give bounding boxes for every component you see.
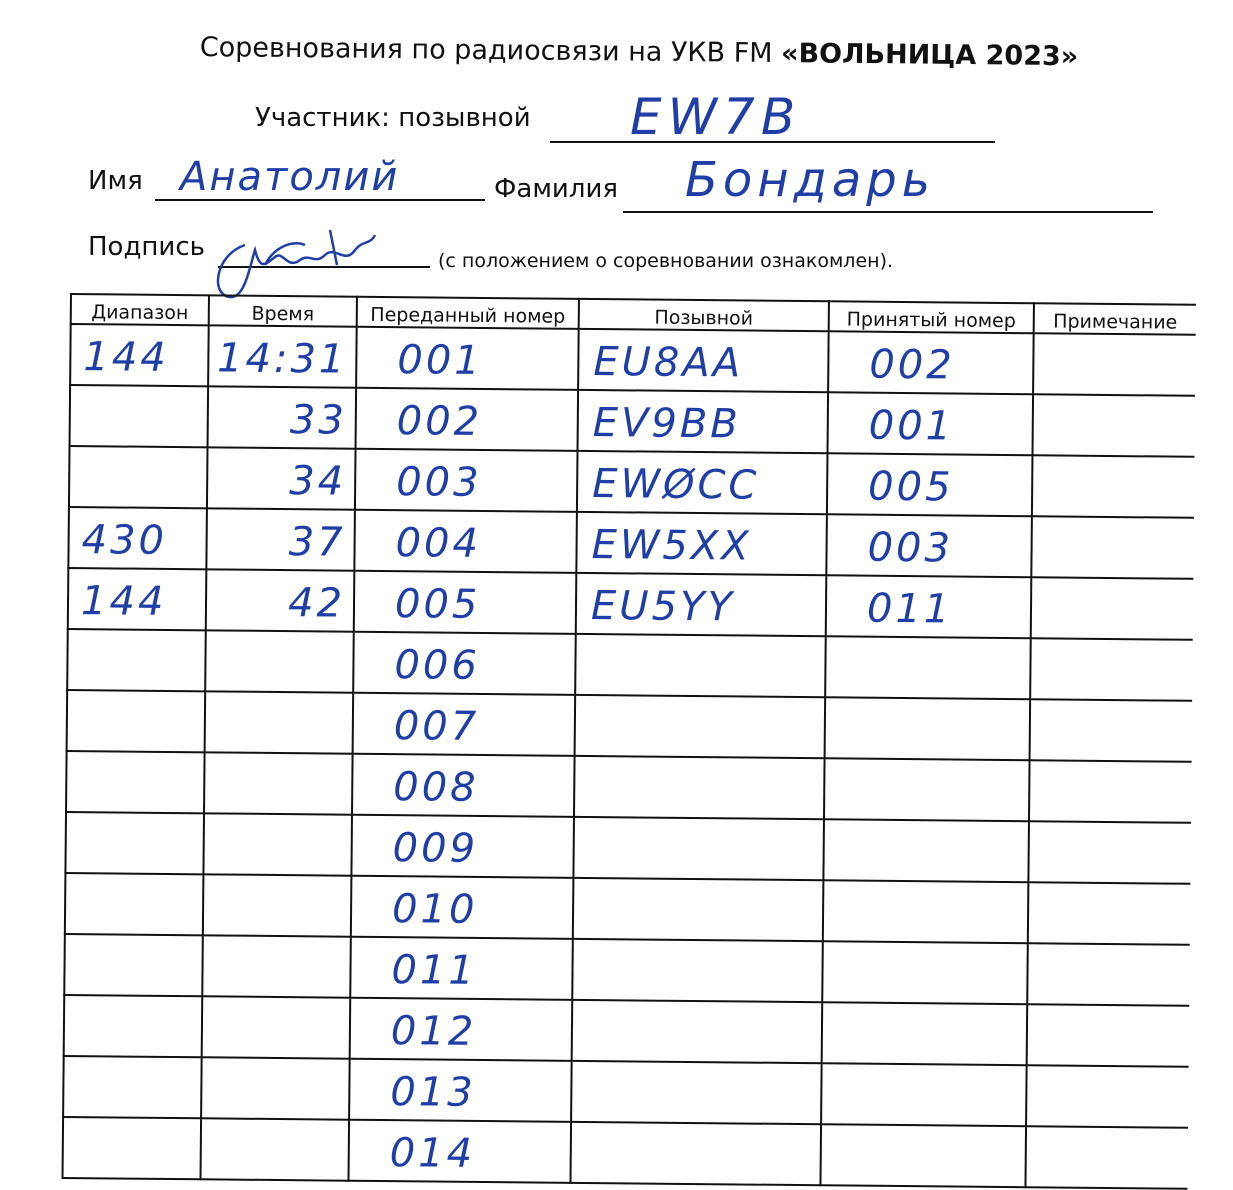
- cell-band[interactable]: [64, 995, 203, 1057]
- cell-sent-number[interactable]: [356, 327, 579, 390]
- cell-band[interactable]: [64, 934, 203, 996]
- cell-callsign-value: EU5YY: [590, 583, 736, 631]
- cell-sent-number[interactable]: [351, 876, 574, 939]
- cell-sent-number-value: 011: [391, 947, 478, 994]
- event-name: «ВОЛЬНИЦА 2023»: [780, 38, 1079, 73]
- table-row: [69, 446, 1195, 518]
- form-title: [200, 32, 1079, 72]
- cell-callsign[interactable]: [576, 573, 827, 636]
- cell-band[interactable]: [63, 1117, 202, 1179]
- surname-value[interactable]: Бондарь: [685, 152, 936, 208]
- cell-callsign[interactable]: [578, 329, 829, 392]
- cell-band[interactable]: [70, 385, 209, 447]
- callsign-label: Участник: позывной: [255, 103, 531, 133]
- cell-sent-number-value: 004: [395, 520, 482, 567]
- cell-received-number-value: 011: [866, 585, 953, 633]
- cell-time[interactable]: [205, 630, 354, 692]
- cell-band[interactable]: [63, 1056, 202, 1118]
- table-row: [68, 568, 1194, 640]
- cell-note[interactable]: [1028, 882, 1191, 945]
- cell-time[interactable]: [201, 1057, 350, 1119]
- cell-note[interactable]: [1028, 821, 1191, 884]
- cell-sent-number[interactable]: [349, 1059, 572, 1122]
- cell-time-value: 42: [287, 580, 346, 627]
- cell-callsign[interactable]: [578, 390, 829, 453]
- table-row: [64, 995, 1190, 1067]
- title-prefix: Соревнования по радиосвязи на УКВ FM: [199, 32, 773, 69]
- header-time: Время: [209, 295, 357, 326]
- cell-callsign[interactable]: [572, 939, 823, 1002]
- cell-time[interactable]: [208, 386, 357, 448]
- cell-sent-number[interactable]: [353, 632, 576, 695]
- cell-time-value: 14:31: [216, 335, 348, 383]
- cell-note[interactable]: [1027, 943, 1190, 1006]
- cell-received-number[interactable]: [826, 514, 1032, 577]
- cell-sent-number-value: 012: [390, 1008, 477, 1055]
- cell-band[interactable]: [65, 873, 204, 935]
- cell-sent-number[interactable]: [351, 815, 574, 878]
- cell-sent-number-value: 009: [392, 825, 479, 872]
- cell-sent-number-value: 014: [389, 1130, 476, 1177]
- cell-band[interactable]: [69, 446, 208, 508]
- cell-received-number-value: 005: [867, 463, 954, 511]
- cell-time[interactable]: [207, 447, 356, 509]
- cell-time[interactable]: [203, 813, 352, 875]
- cell-note[interactable]: [1025, 1126, 1188, 1189]
- cell-sent-number-value: 002: [396, 398, 483, 445]
- cell-note[interactable]: [1032, 394, 1195, 457]
- cell-sent-number[interactable]: [355, 449, 578, 512]
- cell-received-number[interactable]: [826, 575, 1032, 638]
- cell-sent-number-value: 013: [390, 1069, 476, 1116]
- cell-band[interactable]: [68, 507, 207, 569]
- cell-note[interactable]: [1029, 760, 1192, 823]
- cell-callsign[interactable]: [575, 634, 826, 697]
- table-row: [66, 751, 1192, 823]
- cell-note[interactable]: [1030, 699, 1193, 762]
- cell-time-value: 33: [289, 397, 348, 444]
- cell-received-number[interactable]: [827, 392, 1033, 455]
- signature-label: Подпись: [88, 232, 205, 262]
- cell-callsign[interactable]: [573, 878, 824, 941]
- cell-time[interactable]: [200, 1118, 349, 1180]
- header-band: Диапазон: [71, 294, 209, 325]
- cell-time[interactable]: [203, 874, 352, 936]
- cell-band[interactable]: [66, 751, 205, 813]
- cell-received-number[interactable]: [825, 697, 1031, 760]
- cell-band[interactable]: [70, 324, 209, 386]
- name-value[interactable]: Анатолий: [180, 154, 400, 200]
- cell-callsign-value: EV9BB: [592, 400, 741, 448]
- cell-sent-number-value: 010: [391, 886, 478, 933]
- qso-log-table: [62, 293, 1195, 1184]
- cell-note[interactable]: [1033, 333, 1196, 396]
- table-row: [64, 934, 1190, 1006]
- signature-note: (с положением о соревновании ознакомлен).: [438, 250, 894, 272]
- cell-band[interactable]: [68, 568, 207, 630]
- cell-received-number[interactable]: [824, 758, 1030, 821]
- surname-line: [623, 211, 1153, 213]
- cell-sent-number-value: 001: [397, 337, 483, 384]
- cell-callsign[interactable]: [573, 817, 824, 880]
- table-row: [70, 385, 1196, 457]
- cell-band-value: 144: [80, 578, 167, 625]
- cell-callsign-value: EWØCC: [591, 461, 760, 509]
- cell-received-number[interactable]: [823, 880, 1029, 943]
- cell-sent-number-value: 005: [394, 581, 481, 628]
- cell-sent-number[interactable]: [348, 1120, 571, 1183]
- cell-received-number[interactable]: [827, 453, 1033, 516]
- cell-time[interactable]: [202, 935, 351, 997]
- cell-received-number-value: 001: [868, 402, 955, 450]
- cell-band[interactable]: [67, 690, 206, 752]
- cell-time[interactable]: [206, 569, 355, 631]
- cell-note[interactable]: [1026, 1065, 1189, 1128]
- cell-received-number[interactable]: [822, 1002, 1028, 1065]
- cell-sent-number[interactable]: [354, 571, 577, 634]
- cell-received-number[interactable]: [820, 1124, 1026, 1187]
- cell-band-value: 430: [81, 517, 168, 564]
- cell-note[interactable]: [1032, 455, 1195, 518]
- table-row: [67, 629, 1193, 701]
- table-row: [70, 324, 1196, 396]
- cell-sent-number[interactable]: [356, 388, 579, 451]
- cell-time[interactable]: [206, 508, 355, 570]
- cell-sent-number-value: 008: [393, 764, 479, 811]
- cell-sent-number-value: 006: [394, 642, 481, 689]
- cell-received-number[interactable]: [821, 1063, 1027, 1126]
- cell-received-number[interactable]: [822, 941, 1028, 1004]
- cell-received-number[interactable]: [825, 636, 1031, 699]
- cell-note[interactable]: [1030, 638, 1193, 701]
- cell-callsign[interactable]: [572, 1000, 823, 1063]
- cell-callsign[interactable]: [576, 512, 827, 575]
- cell-received-number[interactable]: [823, 819, 1029, 882]
- header-sent-number: Переданный номер: [357, 297, 579, 329]
- cell-time[interactable]: [204, 752, 353, 814]
- cell-callsign[interactable]: [574, 756, 825, 819]
- cell-band[interactable]: [67, 629, 206, 691]
- cell-band-value: 144: [83, 334, 169, 381]
- table-row: [68, 507, 1194, 579]
- cell-time-value: 37: [288, 519, 346, 566]
- cell-note[interactable]: [1027, 1004, 1190, 1067]
- cell-callsign[interactable]: [575, 695, 826, 758]
- cell-callsign-value: EW5XX: [591, 522, 752, 570]
- cell-sent-number[interactable]: [350, 998, 573, 1061]
- cell-received-number-value: 003: [867, 524, 954, 572]
- cell-sent-number[interactable]: [353, 693, 576, 756]
- cell-sent-number[interactable]: [354, 510, 577, 573]
- callsign-value[interactable]: EW7B: [630, 88, 802, 146]
- cell-received-number[interactable]: [828, 331, 1034, 394]
- cell-callsign[interactable]: [571, 1061, 822, 1124]
- cell-time[interactable]: [208, 325, 357, 387]
- header-callsign: Позывной: [579, 299, 829, 331]
- cell-sent-number-value: 003: [395, 459, 482, 506]
- cell-sent-number[interactable]: [350, 937, 573, 1000]
- header-note: Примечание: [1034, 303, 1196, 335]
- cell-time[interactable]: [205, 691, 354, 753]
- table-row: [63, 1056, 1189, 1128]
- name-label: Имя: [88, 166, 143, 196]
- header-received-number: Принятый номер: [829, 301, 1034, 333]
- table-row: [67, 690, 1193, 762]
- cell-callsign-value: EU8AA: [593, 339, 744, 387]
- cell-sent-number-value: 007: [393, 703, 480, 750]
- table-row: [63, 1117, 1189, 1189]
- cell-time-value: 34: [289, 458, 347, 505]
- cell-time[interactable]: [202, 996, 351, 1058]
- cell-received-number-value: 002: [869, 341, 955, 389]
- cell-note[interactable]: [1031, 516, 1194, 579]
- table-row: [65, 873, 1191, 945]
- cell-sent-number[interactable]: [352, 754, 575, 817]
- cell-callsign[interactable]: [570, 1122, 821, 1185]
- surname-label: Фамилия: [494, 174, 618, 204]
- table-row: [65, 812, 1191, 884]
- signature-scribble-icon: [205, 225, 395, 305]
- cell-note[interactable]: [1031, 577, 1194, 640]
- cell-callsign[interactable]: [577, 451, 828, 514]
- cell-band[interactable]: [65, 812, 204, 874]
